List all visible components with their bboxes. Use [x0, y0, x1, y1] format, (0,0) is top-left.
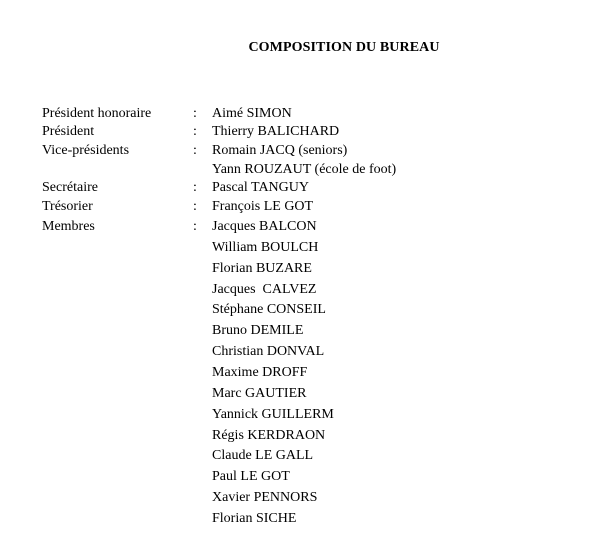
- member-name: Claude LE GALL: [212, 448, 314, 463]
- member-name: Stéphane CONSEIL: [212, 302, 326, 317]
- member-name: Pascal TANGUY: [212, 180, 309, 195]
- colon-separator: :: [193, 199, 197, 214]
- member-name: Romain JACQ (seniors): [212, 143, 348, 158]
- colon-separator: :: [193, 124, 197, 139]
- member-name: William BOULCH: [212, 240, 319, 255]
- member-name: Bruno DEMILE: [212, 323, 304, 338]
- role-label: Président: [42, 124, 95, 139]
- member-name: François LE GOT: [212, 199, 314, 214]
- member-name: Florian BUZARE: [212, 261, 312, 276]
- role-label: Vice-présidents: [42, 143, 130, 158]
- colon-separator: :: [193, 219, 197, 234]
- role-label: Président honoraire: [42, 106, 152, 121]
- member-name: Jacques BALCON: [212, 219, 317, 234]
- colon-separator: :: [193, 106, 197, 121]
- member-name: Marc GAUTIER: [212, 386, 307, 401]
- role-label: Membres: [42, 219, 95, 234]
- colon-separator: :: [193, 180, 197, 195]
- member-name: Thierry BALICHARD: [212, 124, 340, 139]
- member-name: Maxime DROFF: [212, 365, 308, 380]
- member-name: Xavier PENNORS: [212, 490, 318, 505]
- member-name: Yann ROUZAUT (école de foot): [212, 162, 397, 177]
- member-name: Florian SICHE: [212, 511, 297, 526]
- member-name: Paul LE GOT: [212, 469, 290, 484]
- member-name: Christian DONVAL: [212, 344, 325, 359]
- member-name: Jacques CALVEZ: [212, 282, 317, 297]
- colon-separator: :: [193, 143, 197, 158]
- role-label: Trésorier: [42, 199, 93, 214]
- member-name: Régis KERDRAON: [212, 428, 326, 443]
- member-name: Aimé SIMON: [212, 106, 292, 121]
- role-label: Secrétaire: [42, 180, 98, 195]
- member-name: Yannick GUILLERM: [212, 407, 334, 422]
- page-title: COMPOSITION DU BUREAU: [248, 40, 440, 55]
